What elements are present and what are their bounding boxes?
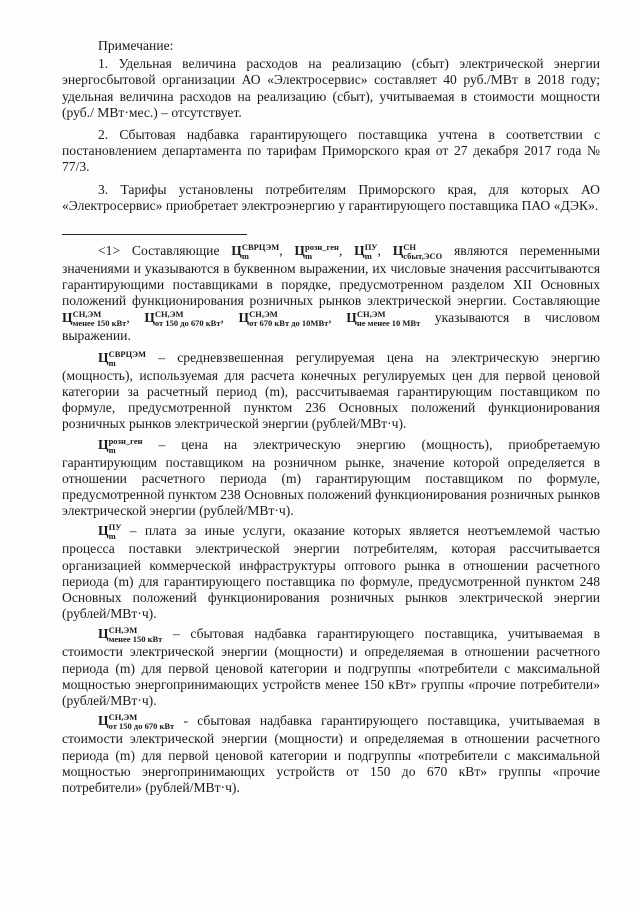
definition-pu: Ц ПУ m – плата за иные услуги, оказание которых является неотъемлемой частью процесса поставки электрической энергии потребителям, которая рассчитывается организацией коммерческой инфраструктуры оптового рынка в отношении расчетного периода (m) для гарантирующего поставщика по формуле, предусмотренной пунктом 248 Основных положений функционирования розничных рынков электрической энергии (рублей/МВт·ч). xyxy=(62,522,600,622)
footnote-intro-b: являются переменными значениями и указываются в буквенном выражении, их числовые значения рассчитываются гарантирующими поставщиками в порядке, предусмотренном разделом XII Основных положений функционирования розничных рынков электрической энергии. Составляющие xyxy=(62,243,600,309)
definition-rozn-gen: Ц розн_ген m – цена на электрическую энергию (мощность), приобретаемую гарантирующим поставщиком на розничном рынке, значение которой определяется в отношении расчетного периода (m) гарантирующим поставщиком по формуле, предусмотренной пунктом 238 Основных положений функционирования розничных рынков электрической энергии (рублей/МВт·ч). xyxy=(62,435,600,519)
note-item-2: 2. Сбытовая надбавка гарантирующего поставщика учтена в соответствии с постановлением департамента по тарифам Приморского края от 27 декабря 2017 года № 77/3. xyxy=(62,127,600,175)
note-heading: Примечание: xyxy=(98,38,174,53)
symbol-sn-em-lt150: Ц СН,ЭМ менее 150 кВт xyxy=(62,308,127,328)
symbol-sn-em-ge10: Ц СН,ЭМ не менее 10 МВт xyxy=(346,308,421,328)
symbol-pu: Ц ПУ m xyxy=(354,242,378,262)
note-item-3: 3. Тарифы установлены потребителям Приморского края, для которых АО «Электросервис» приобретает электроэнергию у гарантирующего поставщика ПАО «ДЭК». xyxy=(62,181,600,213)
symbol-rozn-gen: Ц розн_ген m xyxy=(98,435,143,455)
symbol-sn-em-670-10: Ц СН,ЭМ от 670 кВт до 10МВт xyxy=(238,308,329,328)
footnote-intro: <1> Составляющие Ц СВРЦЭМ m , Ц розн_ген m , Ц ПУ m , Ц СН сбыт,ЭСО являются переменными значениями и указываются в буквенном выражении, их числовые значения рассчитываются гарантирующими поставщиками в порядке, предусмотренном разделом XII Основных положений функционирования розничных рынков электрической энергии. Составляющие Ц СН,ЭМ менее 150 кВт , Ц СН,ЭМ от 150 до 670 кВт , Ц СН,ЭМ от 670 кВт до 10МВт , Ц СН,ЭМ не менее 10 МВт указываются в числовом выражении. xyxy=(62,242,601,343)
definitions-list xyxy=(62,350,600,796)
footnote-divider xyxy=(62,234,247,235)
symbol-rozn-gen: Ц розн_ген m xyxy=(294,242,339,262)
footnote-intro-a: Составляющие xyxy=(131,243,220,259)
definition-sn-em-lt150: Ц СН,ЭМ менее 150 кВт – сбытовая надбавка гарантирующего поставщика, учитываемая в стоимости электрической энергии (мощности) и определяемая в отношении расчетного периода (m) для первой ценовой категории и подгруппы «потребители с максимальной мощностью энергопринимающих устройств менее 150 кВт» группы «прочие потребители» (рублей/МВт·ч). xyxy=(62,625,600,709)
footnote-marker: <1> xyxy=(98,243,121,259)
symbol-sn-em-lt150: Ц СН,ЭМ менее 150 кВт xyxy=(98,625,163,645)
definition-svrcem: Ц СВРЦЭМ m – средневзвешенная регулируемая цена на электрическую энергию (мощность), используемая для расчета конечных регулируемых цен для первой ценовой категории за расчетный период (m), рассчитываемая гарантирующим поставщиком по формуле, предусмотренной пунктом 236 Основных положений функционирования розничных рынков электрической энергии (рублей/МВт·ч). xyxy=(62,348,600,432)
symbol-sn-em-150-670: Ц СН,ЭМ от 150 до 670 кВт xyxy=(144,308,221,328)
definition-sn-em-150-670: Ц СН,ЭМ от 150 до 670 кВт - сбытовая надбавка гарантирующего поставщика, учитываемая в стоимости электрической энергии (мощности) и определяемая в отношении расчетного периода (m) для первой ценовой категории и подгруппы «потребители с максимальной мощностью энергопринимающих устройств от 150 до 670 кВт» группы «прочие потребители» (рублей/МВт·ч). xyxy=(62,712,600,795)
symbol-svrcem: Ц СВРЦЭМ m xyxy=(231,242,280,262)
symbol-pu: Ц ПУ m xyxy=(98,522,122,542)
symbol-sn-em-150-670: Ц СН,ЭМ от 150 до 670 кВт xyxy=(98,712,175,732)
note-item-1: 1. Удельная величина расходов на реализацию (сбыт) электрической энергии энергосбытовой организации АО «Электросервис» составляет 40 руб./МВт в 2018 году; удельная величина расходов на реализацию (сбыт), учитываемая в стоимости мощности (руб./ МВт·мес.) – отсутствует. xyxy=(62,56,600,120)
symbol-sn-sbyt: Ц СН сбыт,ЭСО xyxy=(392,242,443,262)
symbol-svrcem: Ц СВРЦЭМ m xyxy=(98,348,146,368)
footnote-intro-c: указываются в числовом выражении. xyxy=(62,309,601,343)
